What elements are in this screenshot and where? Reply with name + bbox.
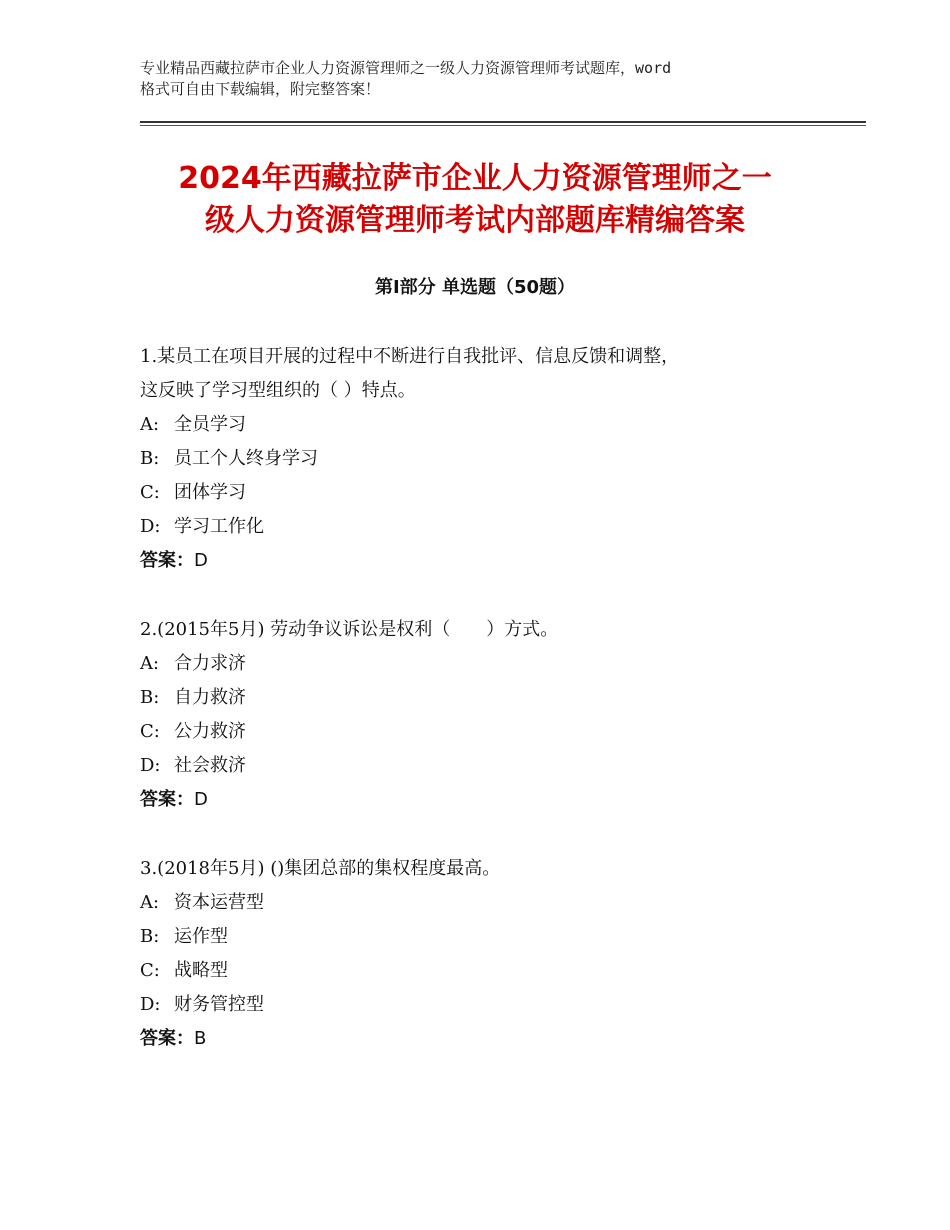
question-text: 这反映了学习型组织的（ ）特点。 [140, 380, 416, 401]
header-divider [140, 121, 866, 123]
header-divider-thin [140, 125, 866, 126]
option-letter: A: [140, 892, 160, 913]
option-text: 运作型 [174, 926, 228, 947]
header-note [140, 58, 820, 100]
answer-value: D [194, 789, 208, 810]
answer-label: 答案： [140, 1028, 194, 1049]
document-title [100, 158, 850, 242]
option-letter: D: [140, 516, 161, 537]
option-letter: A: [140, 653, 160, 674]
option-text: 财务管控型 [174, 994, 264, 1015]
option-text: 社会救济 [174, 755, 246, 776]
option-letter: B: [140, 687, 160, 708]
option-d [140, 749, 830, 783]
header-note-line: 专业精品西藏拉萨市企业人力资源管理师之一级人力资源管理师考试题库，word [140, 59, 672, 77]
document-title-line: 级人力资源管理师考试内部题库精编答案 [205, 203, 745, 238]
question-text: 1.某员工在项目开展的过程中不断进行自我批评、信息反馈和调整， [140, 346, 680, 367]
option-text: 战略型 [174, 960, 228, 981]
question-3 [140, 852, 830, 1056]
option-letter: D: [140, 755, 161, 776]
answer-line [140, 544, 830, 578]
option-a [140, 886, 830, 920]
answer-value: D [194, 550, 208, 571]
question-2 [140, 613, 830, 817]
answer-value: B [194, 1028, 207, 1049]
question-text: 3.(2018年5月) ()集团总部的集权程度最高。 [140, 858, 501, 879]
question-text: 2.(2015年5月) 劳动争议诉讼是权利（ ）方式。 [140, 619, 559, 640]
answer-label: 答案： [140, 789, 194, 810]
option-letter: C: [140, 482, 160, 503]
option-b [140, 442, 830, 476]
option-d [140, 988, 830, 1022]
option-text: 员工个人终身学习 [174, 448, 318, 469]
answer-label: 答案： [140, 550, 194, 571]
option-c [140, 954, 830, 988]
option-c [140, 715, 830, 749]
option-letter: C: [140, 960, 160, 981]
option-d [140, 510, 830, 544]
option-text: 团体学习 [174, 482, 246, 503]
option-b [140, 681, 830, 715]
section-title: 第Ⅰ部分 单选题（50题） [374, 277, 575, 298]
answer-line [140, 783, 830, 817]
option-text: 学习工作化 [174, 516, 264, 537]
option-c [140, 476, 830, 510]
option-text: 自力救济 [174, 687, 246, 708]
option-b [140, 920, 830, 954]
option-a [140, 408, 830, 442]
option-text: 资本运营型 [174, 892, 264, 913]
option-letter: B: [140, 926, 160, 947]
option-text: 合力求济 [174, 653, 246, 674]
option-a [140, 647, 830, 681]
header-note-line: 格式可自由下载编辑，附完整答案！ [140, 80, 381, 98]
option-letter: D: [140, 994, 161, 1015]
question-1 [140, 340, 830, 578]
option-letter: C: [140, 721, 160, 742]
option-letter: B: [140, 448, 160, 469]
option-letter: A: [140, 414, 160, 435]
option-text: 公力救济 [174, 721, 246, 742]
option-text: 全员学习 [174, 414, 246, 435]
answer-line [140, 1022, 830, 1056]
document-title-line: 2024年西藏拉萨市企业人力资源管理师之一 [178, 161, 772, 196]
